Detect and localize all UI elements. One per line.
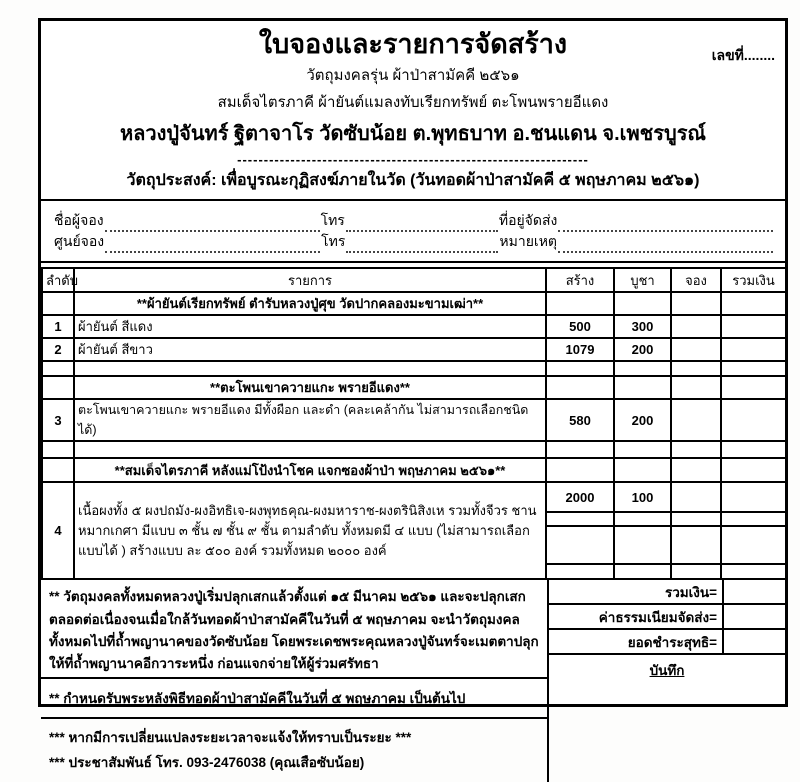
col-header-item: รายการ	[74, 268, 546, 292]
empty-cell	[721, 526, 786, 564]
col-header-total: รวมเงิน	[721, 268, 786, 292]
empty-row	[42, 441, 786, 458]
phone2-label: โทร	[321, 233, 346, 250]
empty-cell	[614, 458, 671, 482]
empty-cell	[614, 441, 671, 458]
booking-line-1	[53, 211, 773, 232]
document-number-label: เลขที่........	[711, 47, 775, 63]
section-title-yant: **ผ้ายันต์เรียกทรัพย์ ตำรับหลวงปู่ศุข วัดปากคลองมะขามเฒ่า**	[74, 292, 546, 315]
empty-cell	[671, 564, 721, 579]
empty-cell	[42, 292, 74, 315]
reserve-cell	[671, 315, 721, 338]
row-index: 3	[42, 399, 74, 441]
row-index: 1	[42, 315, 74, 338]
booker-name-field	[105, 218, 320, 232]
purpose-line: วัตถุประสงค์: เพื่อบูรณะกุฏิสงฆ์ภายในวัด (วันทอดผ้าป่าสามัคคี ๕ พฤษภาคม ๒๕๖๑)	[126, 172, 700, 190]
item-description: เนื้อผงทั้ง ๕ ผงปถมัง-ผงอิทธิเจ-ผงพุทธคุณ-ผงมหาราช-ผงตรินิสิงเห รวมทั้งจีวร ชานหมากเกศา มีแบบ ๓ ชั้น ๗ ชั้น ๙ ชั้น ตามลำดับ ทั้งหมดมี ๔ แบบ (ไม่สามารถเลือกแบบได้ ) สร้างแบบ ละ ๕๐๐ องค์ รวมทั้งหมด ๒๐๐๐ องค์	[74, 482, 546, 579]
items-table	[41, 267, 787, 580]
table-header-row	[42, 268, 786, 292]
col-header-price: บูชา	[614, 268, 671, 292]
form-subtitle-items: สมเด็จไตรภาคี ผ้ายันต์แมลงทับเรียกทรัพย์ ตะโพนพรายอีแดง	[217, 94, 609, 112]
empty-cell	[671, 361, 721, 376]
phone2-field	[346, 239, 498, 253]
empty-cell	[546, 512, 614, 526]
booker-name-label: ชื่อผู้จอง	[54, 212, 104, 229]
empty-cell	[614, 376, 671, 399]
reserve-cell	[671, 482, 721, 512]
net-payment-label: ยอดชำระสุทธิ=	[627, 634, 717, 650]
empty-cell	[614, 526, 671, 564]
booking-center-label: ศูนย์จอง	[54, 233, 105, 250]
empty-cell	[671, 512, 721, 526]
empty-cell	[671, 292, 721, 315]
empty-cell	[42, 441, 74, 458]
empty-cell	[721, 361, 786, 376]
col-header-reserve: จอง	[671, 268, 721, 292]
contact-phone-notice: *** ประชาสัมพันธ์ โทร. 093-2476038 (คุณเสือซับน้อย)	[49, 754, 365, 770]
made-count: 580	[546, 399, 614, 441]
col-header-made: สร้าง	[546, 268, 614, 292]
summary-column	[549, 580, 785, 782]
item-description: ผ้ายันต์ สีขาว	[74, 338, 546, 361]
order-form-sheet	[38, 18, 788, 770]
empty-cell	[671, 458, 721, 482]
empty-cell	[546, 458, 614, 482]
summary-net-row	[549, 630, 785, 655]
item-description: ตะโพนเขาควายแกะ พรายอีแดง มีทั้งผือก และดำ (คละเคล้ากัน ไม่สามารถเลือกชนิดได้)	[74, 399, 546, 441]
empty-cell	[721, 441, 786, 458]
price-value: 200	[614, 399, 671, 441]
section-title-somdej: **สมเด็จไตรภาคี หลังแม่โป้งนำโชค แจกซองผ้าป่า พฤษภาคม ๒๕๖๑**	[74, 458, 546, 482]
empty-cell	[721, 512, 786, 526]
reserve-cell	[671, 399, 721, 441]
empty-cell	[721, 564, 786, 579]
form-subtitle-edition: วัตถุมงคลรุ่น ผ้าป่าสามัคคี ๒๕๖๑	[306, 67, 520, 85]
blessing-note: ** วัตถุมงคลทั้งหมดหลวงปู่เริ่มปลุกเสกแล้วตั้งแต่ ๑๕ มีนาคม ๒๕๖๑ และจะปลุกเสกตลอดต่อเนื่องจนเมื่อใกล้วันทอดผ้าป่าสามัคคีในวันที่ ๕ พฤษภาคม จะนำวัตถุมงคลทั้งหมดไปที่ถ้ำพญานาคของวัดซับน้อย โดยพระเดชพระคุณหลวงปู่จันทร์จะเมตตาปลุกให้ที่ถ้ำพญานาคอีกวาระหนึ่ง ก่อนแจกจ่ายให้ผู้ร่วมศรัทธา	[49, 589, 539, 672]
empty-cell	[546, 376, 614, 399]
schedule-notice: *** หากมีการเปลี่ยนแปลงระยะเวลาจะแจ้งให้ทราบเป็นระยะ ***	[49, 730, 412, 746]
section-row-taphon	[42, 376, 786, 399]
price-value: 100	[614, 482, 671, 512]
row-index: 4	[42, 482, 74, 579]
empty-cell	[546, 526, 614, 564]
form-subtitle-temple: หลวงปู่จันทร์ ฐิตาจาโร วัดซับน้อย ต.พุทธบาท อ.ชนแดน จ.เพชรบูรณ์	[119, 123, 706, 146]
total-amount-label: รวมเงิน=	[664, 584, 717, 600]
empty-cell	[671, 376, 721, 399]
form-header	[41, 21, 785, 199]
empty-cell	[671, 441, 721, 458]
memo-title: บันทึก	[649, 663, 685, 679]
price-value: 200	[614, 338, 671, 361]
row-index: 2	[42, 338, 74, 361]
empty-cell	[42, 376, 74, 399]
booking-line-2	[53, 232, 773, 253]
total-amount-cell	[722, 580, 785, 603]
section-row-yant	[42, 292, 786, 315]
phone-label: โทร	[320, 212, 345, 229]
empty-cell	[614, 292, 671, 315]
total-cell	[721, 338, 786, 361]
shipping-address-label: ที่อยู่จัดส่ง	[498, 212, 558, 229]
net-payment-cell	[722, 630, 785, 653]
table-row	[42, 315, 786, 338]
table-row-4	[42, 482, 786, 512]
empty-cell	[546, 441, 614, 458]
footnotes-column	[41, 580, 549, 782]
empty-cell	[614, 512, 671, 526]
item-description: ผ้ายันต์ สีแดง	[74, 315, 546, 338]
contact-notes	[41, 717, 547, 782]
empty-cell	[42, 361, 74, 376]
empty-cell	[721, 376, 786, 399]
pickup-note: ** กำหนดรับพระหลังพิธีทอดผ้าป่าสามัคคีในวันที่ ๕ พฤษภาคม เป็นต้นไป	[41, 677, 547, 717]
section-row-somdej	[42, 458, 786, 482]
empty-cell	[546, 292, 614, 315]
made-count: 500	[546, 315, 614, 338]
empty-cell	[614, 564, 671, 579]
shipping-address-field	[558, 218, 773, 232]
empty-cell	[74, 441, 546, 458]
reserve-cell	[671, 338, 721, 361]
price-value: 300	[614, 315, 671, 338]
summary-total-row	[549, 580, 785, 605]
booking-center-field	[105, 239, 320, 253]
dashed-separator: ------------------------------------------------------------------	[237, 152, 589, 168]
shipping-fee-cell	[722, 605, 785, 628]
empty-cell	[614, 361, 671, 376]
col-header-index: ลำดับ	[42, 268, 74, 292]
section-title-taphon: **ตะโพนเขาควายแกะ พรายอีแดง**	[74, 376, 546, 399]
summary-shipping-row	[549, 605, 785, 630]
booking-info-box	[41, 199, 785, 263]
made-count: 2000	[546, 482, 614, 512]
phone-field	[346, 218, 498, 232]
empty-row	[42, 361, 786, 376]
total-cell	[721, 315, 786, 338]
made-count: 1079	[546, 338, 614, 361]
empty-cell	[74, 361, 546, 376]
empty-cell	[721, 458, 786, 482]
shipping-fee-label: ค่าธรรมเนียมจัดส่ง=	[598, 609, 717, 625]
empty-cell	[671, 526, 721, 564]
table-row	[42, 338, 786, 361]
table-row	[42, 399, 786, 441]
bottom-section	[41, 580, 785, 782]
empty-cell	[546, 564, 614, 579]
empty-cell	[546, 361, 614, 376]
remark-field	[558, 239, 773, 253]
empty-cell	[42, 458, 74, 482]
form-title: ใบจองและรายการจัดสร้าง	[258, 29, 568, 59]
empty-cell	[721, 292, 786, 315]
total-cell	[721, 482, 786, 512]
total-cell	[721, 399, 786, 441]
memo-box	[549, 655, 785, 782]
remark-label: หมายเหตุ	[499, 233, 558, 250]
